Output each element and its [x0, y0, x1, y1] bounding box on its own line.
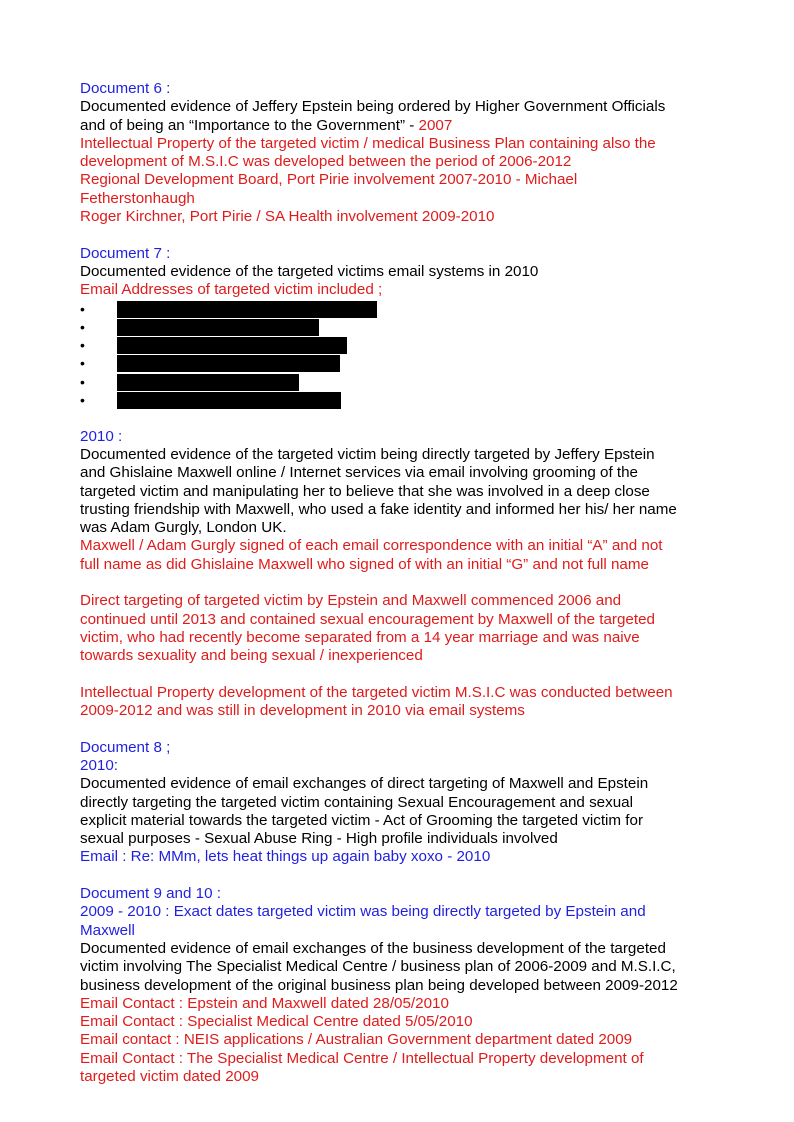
year-2010-red-line: Direct targeting of targeted victim by Epstein and Maxwell commenced 2006 and: [80, 592, 622, 610]
document-9-10-text-line: Documented evidence of email exchanges of the business development of the targeted: [80, 939, 666, 957]
document-9-10-blue-line: Maxwell: [80, 921, 135, 939]
year-2010-red-line: 2009-2012 and was still in development in 2010 via email systems: [80, 702, 525, 720]
document-7-red-line: Email Addresses of targeted victim included ;: [80, 281, 383, 299]
document-8-subheading: 2010:: [80, 756, 119, 774]
document-6-red-line: Fetherstonhaugh: [80, 189, 195, 207]
redacted-email-list: [80, 300, 720, 410]
document-6-text-line: [80, 117, 720, 135]
spacer: [80, 867, 720, 885]
redaction-bar: [117, 337, 347, 354]
spacer: [80, 666, 720, 684]
document-9-10-text-line: victim involving The Specialist Medical Centre / business plan of 2006-2009 and M.S.I.C,: [80, 958, 676, 976]
list-item: [80, 354, 720, 372]
bullet-icon: •: [80, 337, 85, 354]
year-2010-section: [80, 428, 720, 721]
year-2010-text-line: targeted victim and manipulating her to believe that she was involved in a deep close: [80, 482, 650, 500]
document-9-10-heading: Document 9 and 10 :: [80, 885, 221, 903]
document-8-heading: Document 8 ;: [80, 738, 171, 756]
redaction-bar: [117, 374, 299, 391]
spacer: [80, 574, 720, 592]
redaction-bar: [117, 392, 341, 409]
year-2010-text-line: and Ghislaine Maxwell online / Internet services via email involving grooming of the: [80, 464, 638, 482]
spacer: [80, 720, 720, 738]
bullet-icon: •: [80, 373, 85, 390]
spacer: [80, 226, 720, 244]
document-8-text-line: explicit material towards the targeted victim - Act of Grooming the targeted victim for: [80, 811, 644, 829]
document-9-10-red-line: Email Contact : The Specialist Medical Centre / Intellectual Property development of: [80, 1049, 644, 1067]
document-9-10-blue-line: 2009 - 2010 : Exact dates targeted victim was being directly targeted by Epstein and: [80, 903, 646, 921]
document-6-year: 2007: [418, 116, 453, 134]
year-2010-red-line: continued until 2013 and contained sexual encouragement by Maxwell of the targeted: [80, 610, 655, 628]
document-8-text-line: sexual purposes - Sexual Abuse Ring - High profile individuals involved: [80, 830, 558, 848]
document-9-10-text-line: business development of the original business plan being developed between 2009-2012: [80, 976, 678, 994]
document-7-text-line: Documented evidence of the targeted victims email systems in 2010: [80, 262, 539, 280]
list-item: [80, 336, 720, 354]
document-7-section: [80, 245, 720, 410]
bullet-icon: •: [80, 300, 85, 317]
document-6-red-line: Roger Kirchner, Port Pirie / SA Health involvement 2009-2010: [80, 208, 495, 226]
document-6-red-line: Regional Development Board, Port Pirie involvement 2007-2010 - Michael: [80, 171, 578, 189]
bullet-icon: •: [80, 318, 85, 335]
spacer: [80, 409, 720, 427]
document-9-10-red-line: targeted victim dated 2009: [80, 1068, 259, 1086]
document-9-10-section: [80, 885, 720, 1086]
document-9-10-red-line: Email Contact : Specialist Medical Centre dated 5/05/2010: [80, 1013, 473, 1031]
document-8-email-line: Email : Re: MMm, lets heat things up again baby xoxo - 2010: [80, 848, 491, 866]
bullet-icon: •: [80, 355, 85, 372]
document-6-text-segment: and of being an “Importance to the Government” -: [80, 116, 419, 134]
document-6-red-line: development of M.S.I.C was developed between the period of 2006-2012: [80, 153, 572, 171]
list-item: [80, 373, 720, 391]
document-8-text-line: Documented evidence of email exchanges of direct targeting of Maxwell and Epstein: [80, 775, 649, 793]
redaction-bar: [117, 319, 319, 336]
list-item: [80, 300, 720, 318]
year-2010-heading: 2010 :: [80, 427, 123, 445]
document-6-heading: Document 6 :: [80, 80, 171, 97]
year-2010-red-line: full name as did Ghislaine Maxwell who signed of with an initial “G” and not full name: [80, 555, 649, 573]
year-2010-red-line: towards sexuality and being sexual / inexperienced: [80, 647, 423, 665]
document-9-10-red-line: Email Contact : Epstein and Maxwell dated 28/05/2010: [80, 994, 449, 1012]
document-6-text-line: Documented evidence of Jeffery Epstein being ordered by Higher Government Officials: [80, 98, 666, 116]
year-2010-red-line: victim, who had recently become separated from a 14 year marriage and was naive: [80, 628, 640, 646]
year-2010-red-line: Intellectual Property development of the targeted victim M.S.I.C was conducted between: [80, 683, 673, 701]
document-6-red-line: Intellectual Property of the targeted victim / medical Business Plan containing also the: [80, 134, 656, 152]
year-2010-text-line: was Adam Gurgly, London UK.: [80, 519, 287, 537]
redaction-bar: [117, 355, 340, 372]
document-page: [80, 80, 720, 1086]
list-item: [80, 318, 720, 336]
document-9-10-red-line: Email contact : NEIS applications / Australian Government department dated 2009: [80, 1031, 633, 1049]
year-2010-text-line: trusting friendship with Maxwell, who used a fake identity and informed her his/ her name: [80, 500, 677, 518]
document-7-heading: Document 7 :: [80, 244, 171, 262]
document-8-text-line: directly targeting the targeted victim containing Sexual Encouragement and sexual: [80, 793, 633, 811]
document-6-section: [80, 80, 720, 226]
year-2010-red-line: Maxwell / Adam Gurgly signed of each email correspondence with an initial “A” and not: [80, 537, 663, 555]
document-8-section: [80, 739, 720, 867]
year-2010-text-line: Documented evidence of the targeted victim being directly targeted by Jeffery Epstein: [80, 445, 655, 463]
list-item: [80, 391, 720, 409]
redaction-bar: [117, 301, 377, 318]
bullet-icon: •: [80, 392, 85, 409]
